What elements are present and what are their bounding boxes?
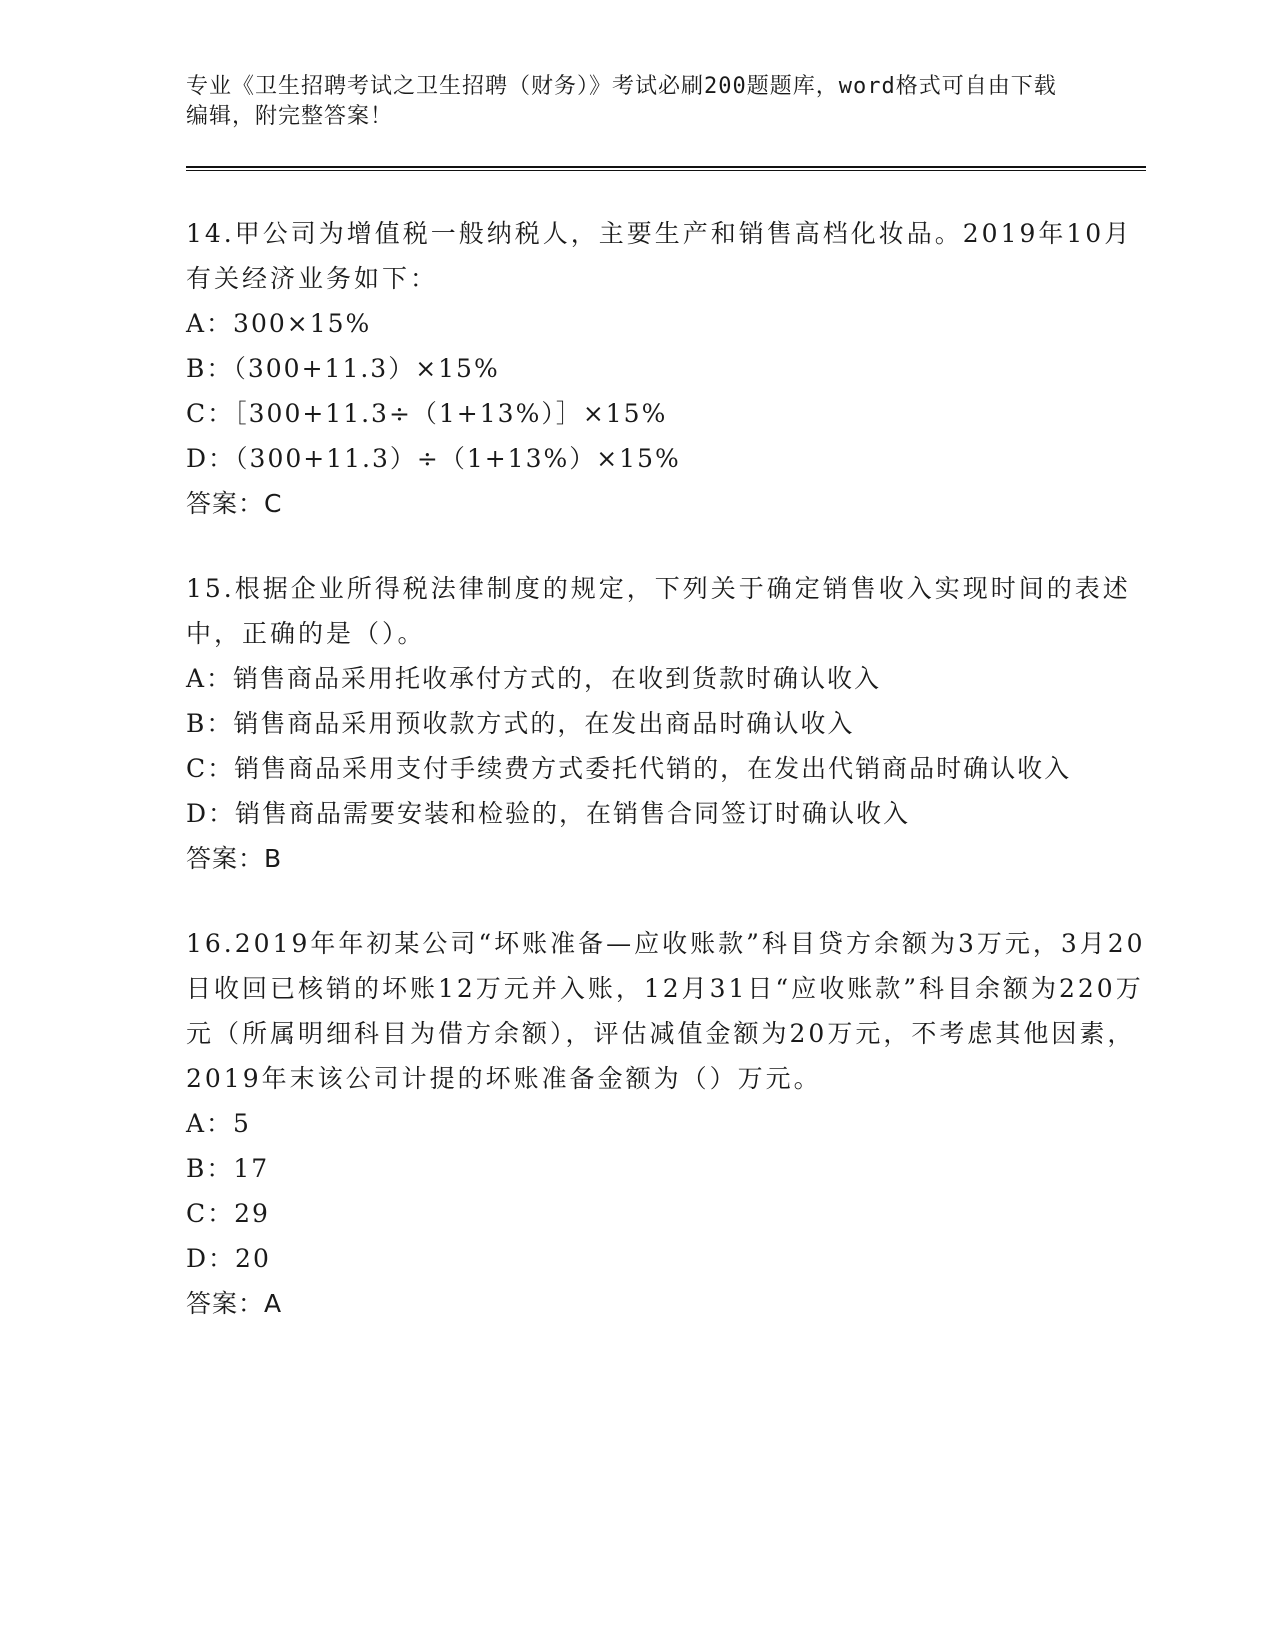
- option-c: C：销售商品采用支付手续费方式委托代销的，在发出代销商品时确认收入: [186, 754, 1072, 783]
- header-divider: [186, 166, 1146, 171]
- question-stem: 15.根据企业所得税法律制度的规定，下列关于确定销售收入实现时间的表述中，正确的是（）。: [186, 574, 1131, 648]
- question-stem: 14.甲公司为增值税一般纳税人，主要生产和销售高档化妆品。2019年10月有关经济业务如下：: [186, 219, 1133, 293]
- option-b: B：（300+11.3）×15%: [186, 354, 500, 383]
- option-b: B：17: [186, 1154, 270, 1183]
- answer-line: 答案：B: [186, 844, 283, 873]
- answer-line: 答案：C: [186, 489, 283, 518]
- document-header: 专业《卫生招聘考试之卫生招聘（财务）》考试必刷200题题库，word格式可自由下载编辑，附完整答案！: [186, 74, 1057, 129]
- option-a: A：300×15%: [186, 309, 372, 338]
- question-16: [186, 921, 1146, 1326]
- question-14: [186, 211, 1146, 526]
- document-page: [186, 72, 1146, 1326]
- option-c: C：29: [186, 1199, 270, 1228]
- question-15: [186, 566, 1146, 881]
- option-d: D：20: [186, 1244, 271, 1273]
- answer-line: 答案：A: [186, 1289, 283, 1318]
- question-stem: 16.2019年年初某公司“坏账准备—应收账款”科目贷方余额为3万元，3月20日收回已核销的坏账12万元并入账，12月31日“应收账款”科目余额为220万元（所属明细科目为借方余额），评估减值金额为20万元，不考虑其他因素，2019年末该公司计提的坏账准备金额为（）万元。: [186, 929, 1146, 1093]
- option-d: D：（300+11.3）÷（1+13%）×15%: [186, 444, 681, 473]
- option-d: D：销售商品需要安装和检验的，在销售合同签订时确认收入: [186, 799, 911, 828]
- option-b: B：销售商品采用预收款方式的，在发出商品时确认收入: [186, 709, 855, 738]
- option-a: A：销售商品采用托收承付方式的，在收到货款时确认收入: [186, 664, 882, 693]
- option-a: A：5: [186, 1109, 251, 1138]
- option-c: C：［300+11.3÷（1+13%）］×15%: [186, 399, 668, 428]
